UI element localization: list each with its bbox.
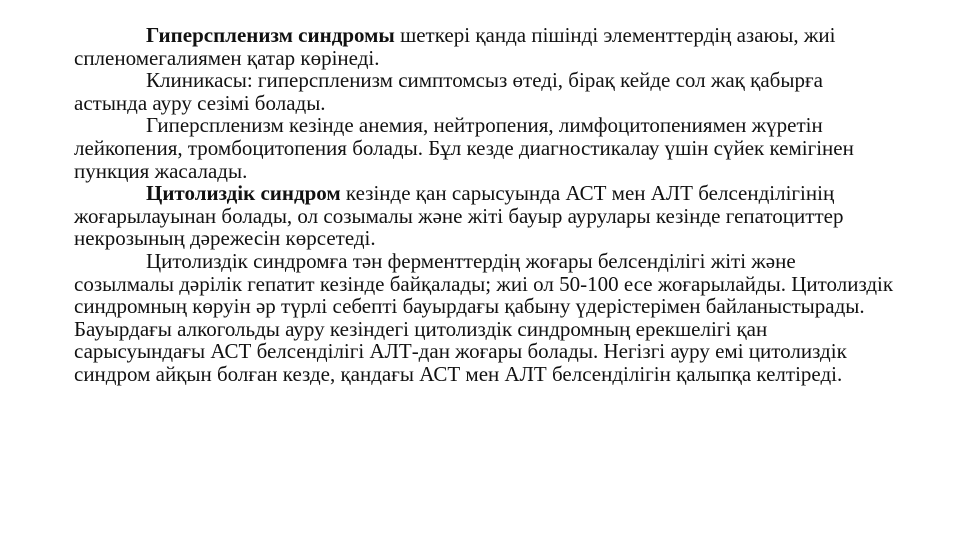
paragraph-text: Клиникасы: гиперспленизм симптомсыз өтеді, бірақ кейде сол жақ қабырға астында ауру сезімі болады. bbox=[74, 68, 823, 115]
paragraph-cytolysis-definition bbox=[74, 182, 894, 250]
paragraph-text: шеткері қанда пішінді элементтердің азаюы, жиі спленомегалиямен қатар көрінеді. bbox=[74, 23, 836, 70]
term-hypersplenism-syndrome: Гиперспленизм синдромы bbox=[146, 23, 395, 47]
paragraph-hypersplenism-findings bbox=[74, 114, 894, 182]
paragraph-hypersplenism-definition bbox=[74, 24, 894, 69]
paragraph-cytolysis-details bbox=[74, 250, 894, 386]
term-cytolysis-syndrome: Цитолиздік синдром bbox=[146, 181, 341, 206]
paragraph-text: Цитолиздік синдромға тән ферменттердің жоғары белсенділігі жіті және созылмалы дәрілік гепатит кезінде байқалады; жиі ол 50-100 есе жоғарылайды. Цитолиздік синдромның көруін әр түрлі себепті бауырдағы қабыну үдерістерімен байланыстырады. Бауырдағы алкогольды ауру кезіндегі цитолиздік синдромның ерекшелігі қан сарысуындағы АСТ белсенділігі АЛТ-дан жоғары болады. Негізгі ауру емі цитолиздік синдром айқын болған кезде, қандағы АСТ мен АЛТ белсенділігін қалыпқа келтіреді. bbox=[74, 248, 894, 386]
paragraph-text: кезінде қан сарысуында АСТ мен АЛТ белсенділігінің жоғарылауынан болады, ол созымалы және жіті бауыр аурулары кезінде гепатоциттер некрозының дәрежесін көрсетеді. bbox=[74, 181, 844, 251]
paragraph-clinical-picture bbox=[74, 69, 894, 114]
body-text bbox=[74, 24, 894, 386]
paragraph-text: Гиперспленизм кезінде анемия, нейтропения, лимфоцитопениямен жүретін лейкопения, тромбоцитопения болады. Бұл кезде диагностикалау үшін сүйек кемігінен пункция жасалады. bbox=[74, 113, 854, 183]
